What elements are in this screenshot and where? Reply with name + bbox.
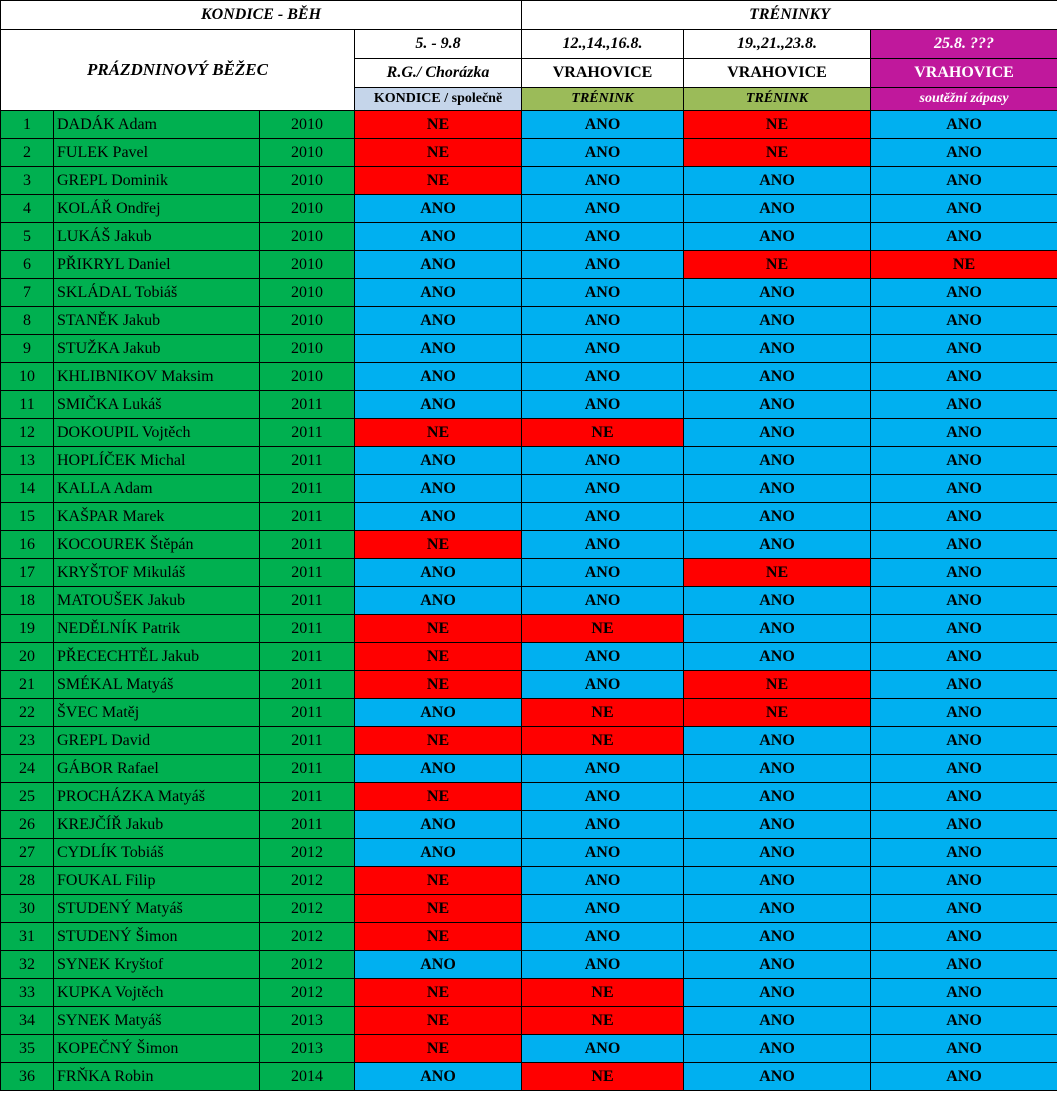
row-number: 17	[1, 559, 54, 587]
row-number: 3	[1, 167, 54, 195]
table-row	[1, 419, 1057, 447]
row-number: 16	[1, 531, 54, 559]
player-name: KRYŠTOF Mikuláš	[54, 559, 260, 587]
player-name: LUKÁŠ Jakub	[54, 223, 260, 251]
row-number: 25	[1, 783, 54, 811]
status-cell: ANO	[522, 1035, 684, 1063]
row-number: 13	[1, 447, 54, 475]
status-cell: ANO	[871, 1007, 1057, 1035]
col2-place: VRAHOVICE	[522, 59, 684, 88]
birth-year: 2010	[260, 279, 355, 307]
row-number: 4	[1, 195, 54, 223]
status-cell: ANO	[871, 307, 1057, 335]
status-cell: ANO	[684, 755, 871, 783]
status-cell: ANO	[684, 783, 871, 811]
birth-year: 2011	[260, 671, 355, 699]
status-cell: ANO	[522, 839, 684, 867]
row-number: 9	[1, 335, 54, 363]
status-cell: NE	[355, 979, 522, 1007]
table-row	[1, 951, 1057, 979]
status-cell: ANO	[871, 335, 1057, 363]
col1-dates: 5. - 9.8	[355, 30, 522, 59]
row-number: 24	[1, 755, 54, 783]
col4-dates: 25.8. ???	[871, 30, 1057, 59]
player-name: KOCOUREK Štěpán	[54, 531, 260, 559]
status-cell: ANO	[684, 1035, 871, 1063]
status-cell: NE	[355, 139, 522, 167]
row-number: 27	[1, 839, 54, 867]
row-number: 21	[1, 671, 54, 699]
birth-year: 2011	[260, 531, 355, 559]
status-cell: NE	[522, 419, 684, 447]
col3-type: TRÉNINK	[684, 88, 871, 111]
player-name: GREPL Dominik	[54, 167, 260, 195]
status-cell: ANO	[355, 587, 522, 615]
col2-dates: 12.,14.,16.8.	[522, 30, 684, 59]
status-cell: ANO	[522, 111, 684, 139]
table-row	[1, 139, 1057, 167]
row-number: 20	[1, 643, 54, 671]
birth-year: 2011	[260, 447, 355, 475]
status-cell: ANO	[522, 475, 684, 503]
birth-year: 2013	[260, 1007, 355, 1035]
status-cell: ANO	[522, 867, 684, 895]
status-cell: ANO	[355, 307, 522, 335]
table-row	[1, 335, 1057, 363]
table-row	[1, 279, 1057, 307]
status-cell: ANO	[871, 727, 1057, 755]
col1-place: R.G./ Chorázka	[355, 59, 522, 88]
player-name: GREPL David	[54, 727, 260, 755]
status-cell: NE	[355, 923, 522, 951]
row-number: 32	[1, 951, 54, 979]
status-cell: ANO	[522, 531, 684, 559]
row-number: 23	[1, 727, 54, 755]
status-cell: ANO	[684, 363, 871, 391]
table-row	[1, 979, 1057, 1007]
table-row	[1, 699, 1057, 727]
status-cell: ANO	[684, 279, 871, 307]
table-row	[1, 1063, 1057, 1091]
status-cell: ANO	[522, 335, 684, 363]
player-name: SKLÁDAL Tobiáš	[54, 279, 260, 307]
status-cell: ANO	[871, 811, 1057, 839]
status-cell: ANO	[684, 615, 871, 643]
status-cell: ANO	[355, 279, 522, 307]
table-row	[1, 811, 1057, 839]
col1-type: KONDICE / společně	[355, 88, 522, 111]
player-name: CYDLÍK Tobiáš	[54, 839, 260, 867]
status-cell: ANO	[522, 195, 684, 223]
table-row	[1, 167, 1057, 195]
status-cell: ANO	[684, 195, 871, 223]
status-cell: ANO	[871, 699, 1057, 727]
status-cell: ANO	[355, 811, 522, 839]
row-number: 2	[1, 139, 54, 167]
status-cell: ANO	[871, 167, 1057, 195]
birth-year: 2011	[260, 811, 355, 839]
status-cell: ANO	[684, 727, 871, 755]
table-row	[1, 895, 1057, 923]
birth-year: 2011	[260, 755, 355, 783]
status-cell: NE	[522, 727, 684, 755]
player-name: HOPLÍČEK Michal	[54, 447, 260, 475]
birth-year: 2012	[260, 979, 355, 1007]
birth-year: 2010	[260, 251, 355, 279]
player-name: KALLA Adam	[54, 475, 260, 503]
status-cell: ANO	[522, 503, 684, 531]
row-number: 35	[1, 1035, 54, 1063]
row-number: 36	[1, 1063, 54, 1091]
status-cell: ANO	[684, 923, 871, 951]
table-row	[1, 671, 1057, 699]
player-name: DADÁK Adam	[54, 111, 260, 139]
player-name: KHLIBNIKOV Maksim	[54, 363, 260, 391]
status-cell: ANO	[355, 223, 522, 251]
status-cell: ANO	[871, 979, 1057, 1007]
status-cell: ANO	[684, 503, 871, 531]
birth-year: 2011	[260, 587, 355, 615]
status-cell: ANO	[522, 363, 684, 391]
status-cell: ANO	[355, 251, 522, 279]
status-cell: ANO	[522, 587, 684, 615]
table-row	[1, 783, 1057, 811]
row-number: 11	[1, 391, 54, 419]
row-number: 34	[1, 1007, 54, 1035]
status-cell: NE	[684, 139, 871, 167]
birth-year: 2011	[260, 643, 355, 671]
status-cell: ANO	[355, 699, 522, 727]
player-name: NEDĚLNÍK Patrik	[54, 615, 260, 643]
status-cell: ANO	[871, 223, 1057, 251]
birth-year: 2011	[260, 391, 355, 419]
status-cell: NE	[355, 783, 522, 811]
birth-year: 2011	[260, 699, 355, 727]
col3-dates: 19.,21.,23.8.	[684, 30, 871, 59]
row-number: 26	[1, 811, 54, 839]
row-number: 30	[1, 895, 54, 923]
status-cell: ANO	[684, 979, 871, 1007]
status-cell: ANO	[871, 839, 1057, 867]
status-cell: ANO	[684, 587, 871, 615]
status-cell: ANO	[684, 307, 871, 335]
header-row-2	[1, 30, 1057, 59]
row-number: 5	[1, 223, 54, 251]
birth-year: 2010	[260, 335, 355, 363]
status-cell: ANO	[684, 475, 871, 503]
status-cell: NE	[522, 1063, 684, 1091]
table-row	[1, 251, 1057, 279]
status-cell: NE	[355, 615, 522, 643]
col3-place: VRAHOVICE	[684, 59, 871, 88]
player-name: PŘIKRYL Daniel	[54, 251, 260, 279]
row-number: 1	[1, 111, 54, 139]
birth-year: 2010	[260, 195, 355, 223]
status-cell: ANO	[684, 867, 871, 895]
status-cell: ANO	[871, 643, 1057, 671]
player-name: KAŠPAR Marek	[54, 503, 260, 531]
player-name: SMÉKAL Matyáš	[54, 671, 260, 699]
status-cell: ANO	[871, 923, 1057, 951]
event-title: PRÁZDNINOVÝ BĚŽEC	[1, 30, 355, 111]
status-cell: ANO	[871, 447, 1057, 475]
table-row	[1, 755, 1057, 783]
player-name: PROCHÁZKA Matyáš	[54, 783, 260, 811]
row-number: 33	[1, 979, 54, 1007]
player-name: FRŇKA Robin	[54, 1063, 260, 1091]
status-cell: ANO	[522, 223, 684, 251]
status-cell: NE	[355, 419, 522, 447]
status-cell: ANO	[522, 559, 684, 587]
status-cell: ANO	[684, 223, 871, 251]
status-cell: ANO	[871, 391, 1057, 419]
status-cell: ANO	[355, 391, 522, 419]
status-cell: ANO	[522, 951, 684, 979]
status-cell: ANO	[355, 755, 522, 783]
status-cell: ANO	[355, 839, 522, 867]
right-title: TRÉNINKY	[522, 1, 1057, 30]
status-cell: ANO	[684, 391, 871, 419]
status-cell: ANO	[684, 167, 871, 195]
status-cell: ANO	[684, 531, 871, 559]
player-name: FULEK Pavel	[54, 139, 260, 167]
table-row	[1, 615, 1057, 643]
status-cell: ANO	[871, 671, 1057, 699]
table-row	[1, 923, 1057, 951]
row-number: 14	[1, 475, 54, 503]
player-name: KOLÁŘ Ondřej	[54, 195, 260, 223]
table-row	[1, 475, 1057, 503]
player-name: STANĚK Jakub	[54, 307, 260, 335]
status-cell: ANO	[355, 195, 522, 223]
status-cell: ANO	[684, 335, 871, 363]
status-cell: ANO	[871, 755, 1057, 783]
status-cell: ANO	[871, 615, 1057, 643]
birth-year: 2012	[260, 951, 355, 979]
table-row	[1, 503, 1057, 531]
status-cell: NE	[522, 1007, 684, 1035]
status-cell: ANO	[355, 447, 522, 475]
table-row	[1, 447, 1057, 475]
table-row	[1, 1007, 1057, 1035]
status-cell: ANO	[871, 503, 1057, 531]
birth-year: 2011	[260, 559, 355, 587]
status-cell: ANO	[522, 391, 684, 419]
status-cell: ANO	[522, 251, 684, 279]
birth-year: 2011	[260, 503, 355, 531]
player-name: MATOUŠEK Jakub	[54, 587, 260, 615]
player-name: SMIČKA Lukáš	[54, 391, 260, 419]
status-cell: ANO	[355, 363, 522, 391]
player-name: KREJČÍŘ Jakub	[54, 811, 260, 839]
table-row	[1, 111, 1057, 139]
table-row	[1, 1035, 1057, 1063]
player-name: ŠVEC Matěj	[54, 699, 260, 727]
birth-year: 2011	[260, 727, 355, 755]
status-cell: ANO	[522, 671, 684, 699]
birth-year: 2012	[260, 839, 355, 867]
row-number: 15	[1, 503, 54, 531]
row-number: 10	[1, 363, 54, 391]
status-cell: ANO	[355, 951, 522, 979]
table-row	[1, 307, 1057, 335]
status-cell: ANO	[684, 419, 871, 447]
status-cell: ANO	[522, 279, 684, 307]
birth-year: 2013	[260, 1035, 355, 1063]
status-cell: NE	[355, 531, 522, 559]
status-cell: ANO	[355, 475, 522, 503]
status-cell: ANO	[871, 783, 1057, 811]
status-cell: ANO	[355, 1063, 522, 1091]
status-cell: NE	[871, 251, 1057, 279]
birth-year: 2011	[260, 419, 355, 447]
status-cell: ANO	[355, 503, 522, 531]
left-title: KONDICE - BĚH	[1, 1, 522, 30]
status-cell: ANO	[684, 447, 871, 475]
status-cell: NE	[522, 699, 684, 727]
birth-year: 2012	[260, 895, 355, 923]
table-row	[1, 391, 1057, 419]
status-cell: NE	[355, 1007, 522, 1035]
status-cell: NE	[355, 111, 522, 139]
status-cell: ANO	[871, 559, 1057, 587]
status-cell: ANO	[871, 111, 1057, 139]
status-cell: NE	[522, 615, 684, 643]
status-cell: NE	[355, 671, 522, 699]
row-number: 8	[1, 307, 54, 335]
status-cell: NE	[684, 699, 871, 727]
player-name: KUPKA Vojtěch	[54, 979, 260, 1007]
birth-year: 2010	[260, 139, 355, 167]
player-name: SYNEK Matyáš	[54, 1007, 260, 1035]
status-cell: ANO	[522, 811, 684, 839]
status-cell: ANO	[871, 895, 1057, 923]
status-cell: ANO	[684, 951, 871, 979]
status-cell: ANO	[871, 419, 1057, 447]
player-name: PŘECECHTĚL Jakub	[54, 643, 260, 671]
table-row	[1, 839, 1057, 867]
birth-year: 2010	[260, 307, 355, 335]
status-cell: ANO	[871, 1035, 1057, 1063]
status-cell: ANO	[871, 279, 1057, 307]
status-cell: ANO	[871, 867, 1057, 895]
status-cell: ANO	[871, 587, 1057, 615]
row-number: 6	[1, 251, 54, 279]
status-cell: NE	[684, 251, 871, 279]
player-name: STUŽKA Jakub	[54, 335, 260, 363]
table-row	[1, 223, 1057, 251]
table-row	[1, 531, 1057, 559]
status-cell: ANO	[871, 951, 1057, 979]
status-cell: ANO	[522, 783, 684, 811]
row-number: 12	[1, 419, 54, 447]
table-row	[1, 727, 1057, 755]
col4-place: VRAHOVICE	[871, 59, 1057, 88]
status-cell: ANO	[684, 1063, 871, 1091]
player-name: FOUKAL Filip	[54, 867, 260, 895]
col2-type: TRÉNINK	[522, 88, 684, 111]
status-cell: ANO	[522, 895, 684, 923]
status-cell: ANO	[871, 139, 1057, 167]
status-cell: ANO	[871, 363, 1057, 391]
status-cell: ANO	[522, 167, 684, 195]
status-cell: NE	[355, 1035, 522, 1063]
row-number: 19	[1, 615, 54, 643]
col4-type: soutěžní zápasy	[871, 88, 1057, 111]
status-cell: NE	[355, 643, 522, 671]
player-name: STUDENÝ Matyáš	[54, 895, 260, 923]
status-cell: NE	[684, 559, 871, 587]
status-cell: ANO	[522, 923, 684, 951]
status-cell: ANO	[684, 895, 871, 923]
birth-year: 2011	[260, 615, 355, 643]
status-cell: NE	[522, 979, 684, 1007]
status-cell: NE	[355, 867, 522, 895]
table-row	[1, 587, 1057, 615]
player-name: GÁBOR Rafael	[54, 755, 260, 783]
status-cell: ANO	[522, 643, 684, 671]
row-number: 7	[1, 279, 54, 307]
row-number: 18	[1, 587, 54, 615]
player-name: SYNEK Kryštof	[54, 951, 260, 979]
status-cell: NE	[355, 895, 522, 923]
status-cell: ANO	[871, 475, 1057, 503]
status-cell: ANO	[522, 139, 684, 167]
status-cell: NE	[684, 111, 871, 139]
birth-year: 2010	[260, 223, 355, 251]
birth-year: 2012	[260, 867, 355, 895]
status-cell: NE	[684, 671, 871, 699]
status-cell: NE	[355, 167, 522, 195]
status-cell: ANO	[684, 811, 871, 839]
player-name: DOKOUPIL Vojtěch	[54, 419, 260, 447]
status-cell: ANO	[684, 643, 871, 671]
status-cell: ANO	[355, 335, 522, 363]
table-row	[1, 559, 1057, 587]
status-cell: ANO	[355, 559, 522, 587]
birth-year: 2014	[260, 1063, 355, 1091]
status-cell: ANO	[684, 839, 871, 867]
status-cell: ANO	[522, 447, 684, 475]
header-row-1	[1, 1, 1057, 30]
table-row	[1, 643, 1057, 671]
table-row	[1, 195, 1057, 223]
player-name: STUDENÝ Šimon	[54, 923, 260, 951]
birth-year: 2011	[260, 475, 355, 503]
birth-year: 2011	[260, 783, 355, 811]
birth-year: 2010	[260, 111, 355, 139]
status-cell: ANO	[522, 307, 684, 335]
status-cell: NE	[355, 727, 522, 755]
birth-year: 2010	[260, 363, 355, 391]
row-number: 22	[1, 699, 54, 727]
status-cell: ANO	[871, 195, 1057, 223]
status-cell: ANO	[871, 531, 1057, 559]
birth-year: 2012	[260, 923, 355, 951]
status-cell: ANO	[871, 1063, 1057, 1091]
row-number: 28	[1, 867, 54, 895]
birth-year: 2010	[260, 167, 355, 195]
player-name: KOPEČNÝ Šimon	[54, 1035, 260, 1063]
row-number: 31	[1, 923, 54, 951]
status-cell: ANO	[684, 1007, 871, 1035]
status-cell: ANO	[522, 755, 684, 783]
table-row	[1, 363, 1057, 391]
table-row	[1, 867, 1057, 895]
